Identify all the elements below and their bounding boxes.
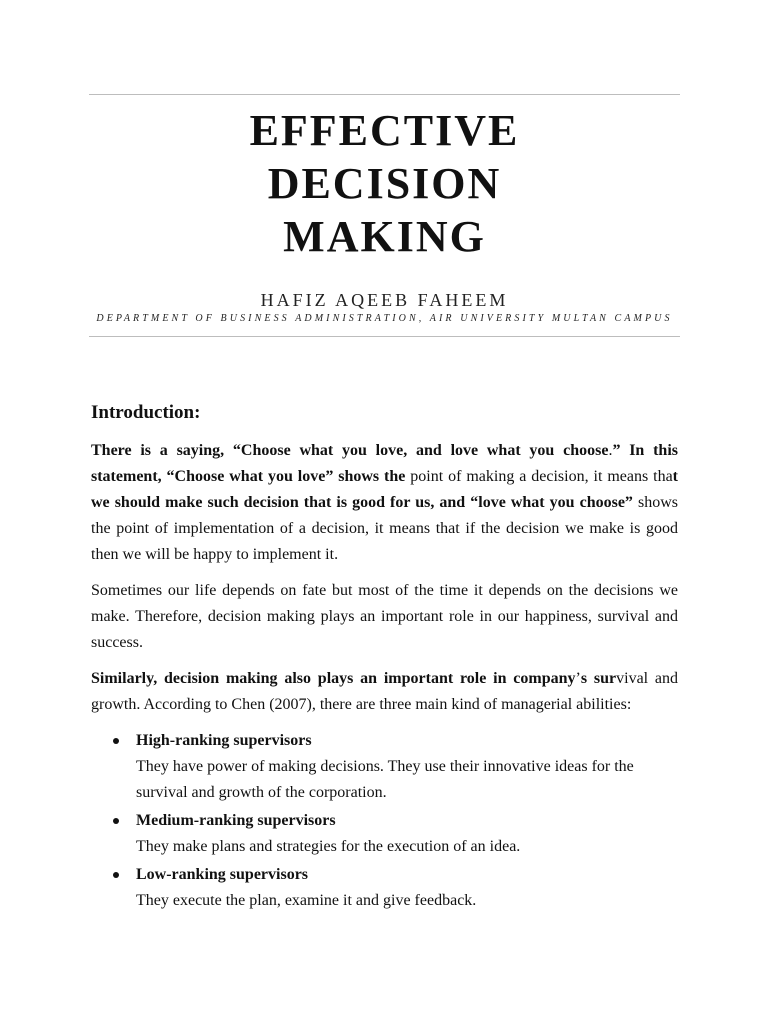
list-item: [91, 862, 678, 914]
text-run: vival and growth. According to Chen (2007), there are three main kind of managerial abilities:: [91, 670, 679, 713]
bullet-icon: [113, 738, 119, 744]
title-line: MAKING: [283, 212, 486, 261]
list-item: [91, 728, 678, 806]
list-item-title: Low-ranking supervisors: [136, 866, 309, 883]
text-run: .: [608, 442, 613, 459]
bottom-divider: [89, 336, 680, 337]
document-body: [91, 402, 678, 916]
text-bold: There is a saying, “Choose what you love, and love what you choose: [91, 442, 609, 459]
text-bold: s sur: [580, 670, 617, 687]
text-bold: t we should make such decision that is good for us, and “love what you choose”: [91, 468, 678, 511]
text-bold: Similarly, decision making also plays an important role in company: [91, 670, 576, 687]
department-affiliation: DEPARTMENT OF BUSINESS ADMINISTRATION, AIR UNIVERSITY MULTAN CAMPUS: [96, 313, 673, 324]
section-heading: Introduction:: [91, 402, 201, 423]
title-line: EFFECTIVE: [249, 106, 520, 155]
text-run: shows the point of implementation of a decision, it means that if the decision we make is good then we will be happy to implement it.: [91, 494, 678, 563]
title-line: DECISION: [267, 159, 502, 208]
text-bold: ” In this statement, “Choose what you love” shows the: [91, 442, 679, 485]
list-item-description: They have power of making decisions. They use their innovative ideas for the survival and growth of the corporation.: [136, 758, 634, 801]
list-item-title: Medium-ranking supervisors: [136, 812, 336, 829]
list-item-title: High-ranking supervisors: [136, 732, 312, 749]
list-item: [91, 808, 678, 860]
supervisor-list: [91, 728, 678, 914]
intro-paragraph-3: [91, 666, 678, 718]
top-divider: [89, 94, 680, 95]
bullet-icon: [113, 872, 119, 878]
document-title: [89, 104, 680, 263]
author-name: HAFIZ AQEEB FAHEEM: [260, 290, 509, 310]
intro-paragraph-2: Sometimes our life depends on fate but most of the time it depends on the decisions we make. Therefore, decision making plays an important role in our happiness, survival and success.: [91, 582, 678, 651]
list-item-description: They execute the plan, examine it and give feedback.: [136, 892, 477, 909]
text-run: ’: [575, 670, 581, 687]
intro-paragraph-1: [91, 438, 678, 568]
text-run: point of making a decision, it means tha: [405, 468, 673, 485]
list-item-description: They make plans and strategies for the execution of an idea.: [136, 838, 521, 855]
bullet-icon: [113, 818, 119, 824]
